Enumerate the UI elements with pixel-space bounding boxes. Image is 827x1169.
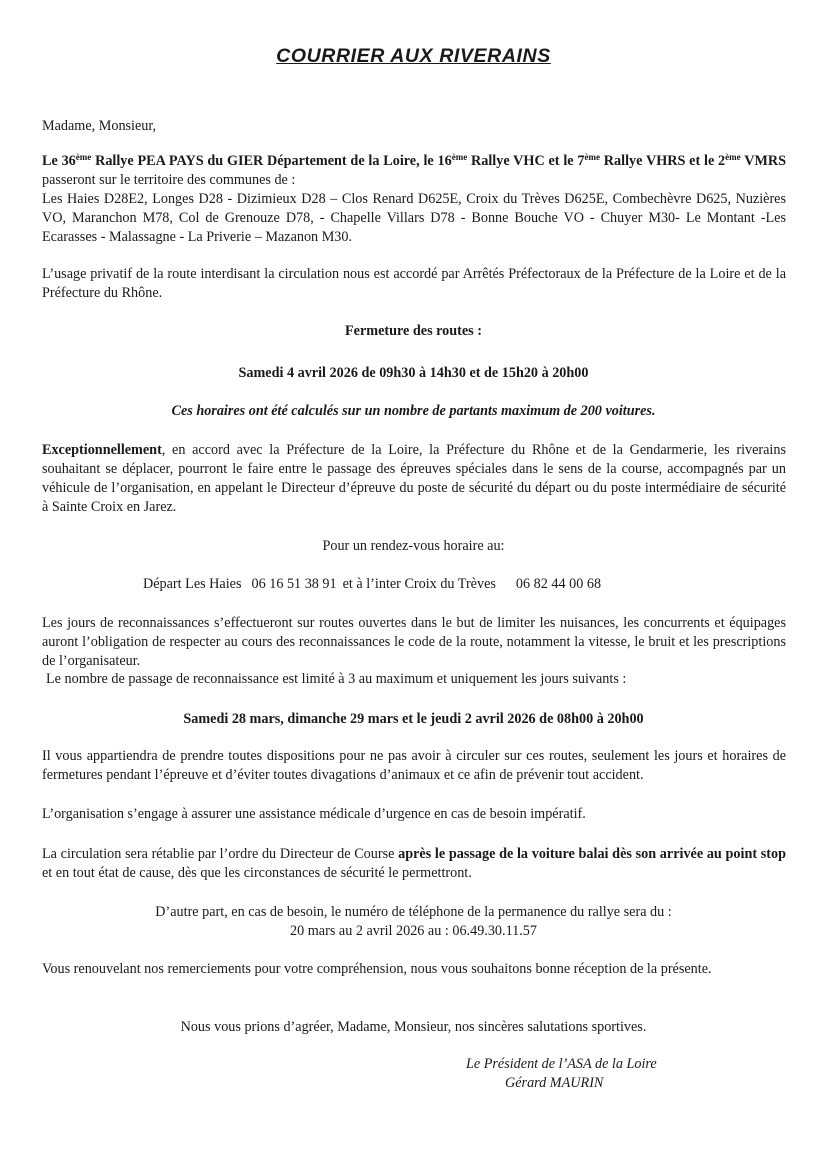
salutations-paragraph: Nous vous prions d’agréer, Madame, Monsieur, nos sincères salutations sportives. [180, 1019, 647, 1035]
rdv-heading: Pour un rendez-vous horaire au: [322, 538, 505, 554]
intro-sup: ème [584, 152, 600, 162]
inter-label: et à l’inter Croix du Trèves [342, 576, 496, 592]
depart-label: Départ Les Haies [143, 576, 242, 592]
intro-bold: Rallye PEA PAYS du GIER Département de la Loire, le 16 [91, 153, 452, 169]
fermeture-heading: Fermeture des routes : [345, 323, 482, 339]
circulation-pre: La circulation sera rétablie par l’ordre du Directeur de Course [42, 846, 399, 862]
circulation-post: et en tout état de cause, dès que les circonstances de sécurité le permettront. [42, 865, 472, 881]
depart-phone: 06 16 51 38 91 [251, 576, 337, 592]
reco-limit: Le nombre de passage de reconnaissance est limité à 3 au maximum et uniquement les jours suivants : [46, 671, 627, 687]
dispositions-paragraph: Il vous appartiendra de prendre toutes dispositions pour ne pas avoir à circuler sur ces routes, seulement les jours et horaires de fermetures pendant l’épreuve et d’éviter toutes divagations d’animaux et ce afin de prévenir tout accident. [42, 748, 786, 783]
assistance-paragraph: L’organisation s’engage à assurer une assistance médicale d’urgence en cas de besoin impératif. [42, 806, 586, 822]
communes-list: Les Haies D28E2, Longes D28 - Dizimieux D28 – Clos Renard D625E, Croix du Trèves D625E, Combechèvre D625, Nuzières VO, Maranchon M78, Col de Grenouze D78, - Chapelle Villars D78 - Bonne Bouche VO - Chuyer M30- Le Montant -Les Ecarasses - Malassagne - La Priverie – Mazanon M30. [42, 191, 786, 245]
permanence-line: D’autre part, en cas de besoin, le numéro de téléphone de la permanence du rallye sera du : [155, 904, 672, 920]
intro-rest: passeront sur le territoire des communes de : [42, 172, 296, 188]
circulation-paragraph [42, 845, 786, 883]
exception-text: , en accord avec la Préfecture de la Loire, la Préfecture du Rhône et de la Gendarmerie, les riverains souhaitant se déplacer, pourront le faire entre le passage des épreuves spéciales dans le sens de la course, accompagnés par un véhicule de l’organisation, en appelant le Directeur d’épreuve du poste de sécurité du départ ou du poste intermédiaire de sécurité à Sainte Croix en Jarez. [42, 442, 786, 515]
signature-name: Gérard MAURIN [505, 1075, 604, 1091]
intro-bold: Rallye VHRS et le 2 [599, 153, 726, 169]
intro-le: Le 36 [42, 153, 76, 169]
page-title: COURRIER AUX RIVERAINS [276, 45, 551, 67]
exception-lead: Exceptionnellement [42, 442, 162, 458]
intro-sup: ème [725, 152, 741, 162]
phone-line [143, 575, 763, 594]
intro-bold: VMRS [740, 153, 786, 169]
horaires-note: Ces horaires ont été calculés sur un nombre de partants maximum de 200 voitures. [171, 403, 656, 419]
inter-phone: 06 82 44 00 68 [515, 576, 602, 592]
exception-paragraph [42, 441, 786, 517]
intro-paragraph [42, 152, 786, 247]
permanence-phone: 20 mars au 2 avril 2026 au : 06.49.30.11.57 [290, 923, 537, 939]
usage-paragraph: L’usage privatif de la route interdisant la circulation nous est accordé par Arrêtés Préfectoraux de la Préfecture de la Loire et de la Préfecture du Rhône. [42, 266, 786, 301]
remerciements-paragraph: Vous renouvelant nos remerciements pour votre compréhension, nous vous souhaitons bonne réception de la présente. [42, 961, 712, 977]
reco-dates: Samedi 28 mars, dimanche 29 mars et le jeudi 2 avril 2026 de 08h00 à 20h00 [183, 711, 644, 727]
reco-paragraph: Les jours de reconnaissances s’effectueront sur routes ouvertes dans le but de limiter les nuisances, les concurrents et équipages auront l’obligation de respecter au cours des reconnaissances le code de la route, notamment la vitesse, le bruit et les prescriptions de l’organisateur. [42, 615, 786, 669]
circulation-bold: après le passage de la voiture balai dès son arrivée au point stop [398, 846, 786, 862]
signature-role: Le Président de l’ASA de la Loire [466, 1056, 657, 1072]
fermeture-date: Samedi 4 avril 2026 de 09h30 à 14h30 et de 15h20 à 20h00 [238, 365, 589, 381]
intro-sup: ème [75, 152, 92, 162]
intro-bold: Rallye VHC et le 7 [467, 153, 585, 169]
intro-sup: ème [451, 152, 468, 162]
salutation: Madame, Monsieur, [42, 118, 157, 134]
